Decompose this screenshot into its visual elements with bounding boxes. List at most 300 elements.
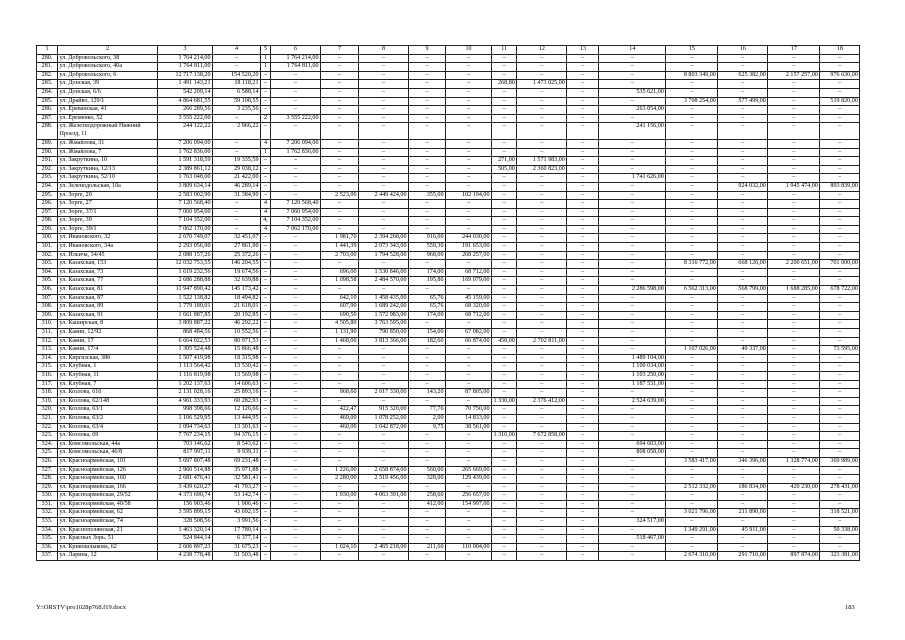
table-cell: 321.	[37, 414, 58, 423]
table-cell: –	[492, 54, 517, 63]
table-cell: –	[359, 225, 409, 234]
table-cell: –	[718, 268, 768, 277]
table-cell: –	[517, 346, 567, 355]
table-cell: –	[768, 174, 820, 183]
table-cell: 195,80	[409, 277, 446, 286]
table-cell: –	[567, 492, 599, 501]
table-cell: –	[446, 200, 492, 209]
table-cell: 286.	[37, 106, 58, 115]
table-cell: –	[666, 277, 718, 286]
table-cell: ул. Добровольского, 6	[58, 71, 158, 80]
table-cell: 1 764 214,00	[271, 54, 321, 63]
table-cell: ул. Донская, 39	[58, 80, 158, 89]
table-cell: 110 004,00	[446, 543, 492, 552]
table-cell: –	[567, 148, 599, 157]
table-cell: –	[517, 243, 567, 252]
table-cell: 1 794 528,00	[359, 251, 409, 260]
table-cell: 297.	[37, 208, 58, 217]
table-row	[37, 492, 860, 501]
table-cell: –	[820, 217, 860, 226]
table-cell: –	[718, 449, 768, 458]
table-cell: –	[261, 509, 271, 518]
table-cell: ул. Закруткина, 12/13	[58, 165, 158, 174]
table-cell: –	[271, 311, 321, 320]
table-cell: –	[271, 277, 321, 286]
table-cell: –	[409, 165, 446, 174]
table-cell: –	[718, 440, 768, 449]
table-cell: –	[599, 225, 666, 234]
table-cell: 1 113 564,42	[158, 363, 213, 372]
table-cell: –	[567, 234, 599, 243]
table-cell: –	[768, 106, 820, 115]
table-row	[37, 243, 860, 252]
table-cell: 25 372,26	[213, 251, 261, 260]
table-cell: –	[567, 191, 599, 200]
table-cell: –	[768, 63, 820, 72]
table-cell: –	[261, 71, 271, 80]
table-cell: –	[409, 346, 446, 355]
table-cell: –	[599, 260, 666, 269]
table-cell: –	[321, 552, 359, 561]
table-cell: –	[213, 225, 261, 234]
table-cell: 4 864 681,55	[158, 97, 213, 106]
table-row	[37, 303, 860, 312]
table-cell: –	[666, 303, 718, 312]
table-cell: –	[599, 97, 666, 106]
table-row	[37, 182, 860, 191]
table-cell: 146 204,55	[213, 260, 261, 269]
table-cell: –	[492, 492, 517, 501]
table-cell: –	[768, 303, 820, 312]
table-cell: –	[271, 371, 321, 380]
table-cell: –	[820, 234, 860, 243]
table-cell: ул. Красноармейская, 101	[58, 457, 158, 466]
table-cell: –	[492, 200, 517, 209]
table-cell: –	[492, 217, 517, 226]
table-cell: 1	[261, 148, 271, 157]
table-cell: –	[599, 483, 666, 492]
table-cell: 335.	[37, 535, 58, 544]
table-row	[37, 200, 860, 209]
table-cell: –	[213, 200, 261, 209]
table-cell: –	[446, 432, 492, 441]
table-cell: 2,00	[409, 414, 446, 423]
column-header: 6	[271, 46, 321, 55]
table-cell: –	[666, 225, 718, 234]
table-cell: –	[768, 380, 820, 389]
table-cell: 17 780,14	[213, 526, 261, 535]
table-cell: 2 073 343,00	[359, 243, 409, 252]
table-cell: 19 335,59	[213, 157, 261, 166]
table-cell: 868 484,56	[158, 329, 213, 338]
table-header-row	[37, 46, 860, 55]
table-cell: –	[359, 200, 409, 209]
table-cell: 211,60	[409, 543, 446, 552]
table-cell: ул. Жмайлова, 7	[58, 148, 158, 157]
table-cell: –	[666, 423, 718, 432]
table-cell: –	[492, 243, 517, 252]
table-cell: –	[271, 535, 321, 544]
table-cell: –	[261, 251, 271, 260]
table-cell: –	[768, 440, 820, 449]
table-cell: 12 126,66	[213, 406, 261, 415]
table-cell: –	[271, 483, 321, 492]
table-cell: 968,00	[409, 251, 446, 260]
table-cell: –	[666, 80, 718, 89]
table-cell: –	[768, 389, 820, 398]
table-cell: 69 231,48	[213, 457, 261, 466]
table-cell: –	[492, 346, 517, 355]
table-cell: –	[599, 509, 666, 518]
table-cell: 355,00	[409, 191, 446, 200]
table-cell: –	[517, 106, 567, 115]
table-cell: 319.	[37, 397, 58, 406]
table-cell: –	[271, 294, 321, 303]
table-cell: –	[718, 380, 768, 389]
table-cell: 1 572 983,00	[359, 311, 409, 320]
table-cell: –	[718, 466, 768, 475]
table-cell: –	[820, 380, 860, 389]
table-cell: –	[718, 389, 768, 398]
table-cell: –	[517, 303, 567, 312]
table-cell: 46 292,22	[213, 320, 261, 329]
table-cell: –	[359, 518, 409, 527]
table-cell: –	[567, 518, 599, 527]
table-cell: –	[446, 174, 492, 183]
table-cell: –	[321, 217, 359, 226]
table-cell: –	[599, 182, 666, 191]
table-cell: –	[567, 423, 599, 432]
table-cell: –	[517, 71, 567, 80]
table-cell: ул. Красных Зорь, 51	[58, 535, 158, 544]
table-cell: –	[666, 251, 718, 260]
table-cell: 2 484 570,00	[359, 277, 409, 286]
table-cell: 70 750,00	[446, 406, 492, 415]
table-cell: –	[517, 148, 567, 157]
table-cell: ул. Ильича, 34/45	[58, 251, 158, 260]
table-cell: 1 689 242,00	[359, 303, 409, 312]
table-cell: –	[517, 483, 567, 492]
column-header: 13	[567, 46, 599, 55]
table-cell: 211 890,00	[718, 509, 768, 518]
table-cell: –	[492, 123, 517, 140]
table-cell: –	[321, 483, 359, 492]
table-cell: 20 192,85	[213, 311, 261, 320]
table-cell: –	[599, 294, 666, 303]
table-cell: 331.	[37, 500, 58, 509]
table-cell: –	[271, 88, 321, 97]
table-cell: 7 062 170,00	[158, 225, 213, 234]
table-cell: 2 280,00	[321, 475, 359, 484]
table-cell: 701 000,00	[820, 260, 860, 269]
table-cell: –	[599, 457, 666, 466]
table-cell: 1 571 983,00	[517, 157, 567, 166]
table-cell: –	[820, 148, 860, 157]
table-row	[37, 423, 860, 432]
table-cell: –	[599, 466, 666, 475]
table-cell: 2	[261, 114, 271, 123]
table-cell: –	[567, 114, 599, 123]
table-cell: –	[261, 268, 271, 277]
table-cell: ул. Ивановского, 32	[58, 234, 158, 243]
table-cell: –	[271, 440, 321, 449]
table-cell: ул. Закруткина, 52/10	[58, 174, 158, 183]
table-cell: –	[768, 535, 820, 544]
table-cell: 1 764 214,00	[158, 54, 213, 63]
table-cell: 703 146,62	[158, 440, 213, 449]
table-cell: –	[271, 397, 321, 406]
table-cell: –	[321, 123, 359, 140]
table-cell: 291.	[37, 157, 58, 166]
table-cell: –	[271, 123, 321, 140]
table-cell: –	[359, 380, 409, 389]
table-cell: 2 376 412,00	[517, 397, 567, 406]
table-row	[37, 543, 860, 552]
table-cell: 1 024,10	[321, 543, 359, 552]
table-cell: –	[517, 414, 567, 423]
table-body	[37, 54, 860, 560]
table-row	[37, 440, 860, 449]
table-cell: –	[261, 157, 271, 166]
table-cell: –	[261, 123, 271, 140]
table-cell: 7 060 954,00	[158, 208, 213, 217]
table-cell: –	[820, 191, 860, 200]
table-cell: –	[359, 449, 409, 458]
table-cell: –	[492, 251, 517, 260]
table-cell: –	[492, 354, 517, 363]
table-cell: 68 320,00	[446, 303, 492, 312]
table-cell: 265 669,00	[446, 466, 492, 475]
table-cell: 294.	[37, 182, 58, 191]
table-cell: –	[768, 123, 820, 140]
table-row	[37, 217, 860, 226]
table-cell: 311.	[37, 329, 58, 338]
table-cell: –	[666, 320, 718, 329]
table-cell: –	[768, 397, 820, 406]
table-cell: –	[820, 200, 860, 209]
table-cell: –	[321, 286, 359, 295]
table-row	[37, 457, 860, 466]
table-cell: 3 583 417,00	[666, 457, 718, 466]
table-cell: –	[261, 483, 271, 492]
table-cell: –	[567, 208, 599, 217]
table-cell: –	[666, 294, 718, 303]
table-cell: –	[517, 406, 567, 415]
table-cell: –	[517, 260, 567, 269]
table-cell: –	[271, 303, 321, 312]
table-cell: –	[271, 475, 321, 484]
table-cell: 80 971,53	[213, 337, 261, 346]
table-cell: –	[446, 526, 492, 535]
table-row	[37, 414, 860, 423]
table-cell: –	[271, 500, 321, 509]
table-cell: 1 945 474,00	[768, 182, 820, 191]
table-cell: –	[271, 423, 321, 432]
table-cell: 1 507 419,98	[158, 354, 213, 363]
table-cell: 915 320,00	[359, 406, 409, 415]
table-cell: –	[321, 157, 359, 166]
table-cell: –	[820, 174, 860, 183]
table-cell: –	[321, 225, 359, 234]
table-cell: –	[261, 414, 271, 423]
table-cell: –	[321, 449, 359, 458]
table-cell: 258,60	[409, 492, 446, 501]
table-cell: –	[271, 363, 321, 372]
table-cell: 2 960 514,88	[158, 466, 213, 475]
table-cell: –	[446, 225, 492, 234]
table-cell: –	[517, 277, 567, 286]
table-cell: –	[409, 509, 446, 518]
table-cell: –	[359, 552, 409, 561]
table-cell: –	[567, 337, 599, 346]
table-cell: –	[261, 371, 271, 380]
table-cell: –	[666, 148, 718, 157]
table-cell: 7 206 094,00	[158, 139, 213, 148]
table-cell: 1 328 774,00	[768, 457, 820, 466]
table-cell: 625 382,00	[718, 71, 768, 80]
table-cell: –	[599, 80, 666, 89]
table-cell: –	[768, 500, 820, 509]
table-cell: –	[492, 518, 517, 527]
table-cell: ул. Красноармейская, 166	[58, 483, 158, 492]
table-cell: –	[599, 63, 666, 72]
table-cell: –	[271, 337, 321, 346]
table-cell: –	[409, 54, 446, 63]
table-cell: –	[492, 449, 517, 458]
table-cell: ул. Каяни, 12/92	[58, 329, 158, 338]
table-cell: –	[820, 518, 860, 527]
table-cell: 2 519 456,00	[359, 475, 409, 484]
table-cell: –	[409, 380, 446, 389]
table-cell: –	[321, 63, 359, 72]
table-cell: –	[261, 397, 271, 406]
table-cell: 182,60	[409, 337, 446, 346]
table-cell: –	[321, 182, 359, 191]
table-cell: –	[517, 329, 567, 338]
table-cell: –	[718, 363, 768, 372]
table-cell: 1 100 034,00	[599, 363, 666, 372]
table-cell: –	[359, 106, 409, 115]
table-cell: –	[517, 389, 567, 398]
table-cell: 7 062 170,00	[271, 225, 321, 234]
table-cell: –	[567, 363, 599, 372]
table-cell: 296.	[37, 200, 58, 209]
table-cell: –	[446, 80, 492, 89]
table-cell: 3 809 634,14	[158, 182, 213, 191]
table-cell: –	[271, 552, 321, 561]
table-cell: –	[567, 466, 599, 475]
table-cell: –	[820, 88, 860, 97]
table-cell: –	[409, 63, 446, 72]
table-cell: –	[517, 208, 567, 217]
table-cell: –	[409, 363, 446, 372]
table-cell: –	[321, 80, 359, 89]
table-cell: –	[261, 363, 271, 372]
table-cell: 1 489 104,00	[599, 354, 666, 363]
table-cell: –	[271, 492, 321, 501]
table-cell: –	[517, 380, 567, 389]
table-row	[37, 88, 860, 97]
table-cell: 21 422,00	[213, 174, 261, 183]
table-cell: 77,76	[409, 406, 446, 415]
table-cell: 66 874,00	[446, 337, 492, 346]
table-cell: –	[666, 329, 718, 338]
table-cell: 1 441,39	[321, 243, 359, 252]
table-cell: –	[820, 63, 860, 72]
table-cell: –	[820, 165, 860, 174]
table-cell: 916,00	[409, 234, 446, 243]
table-cell: –	[599, 526, 666, 535]
table-cell: –	[492, 225, 517, 234]
table-cell: –	[271, 346, 321, 355]
table-row	[37, 71, 860, 80]
table-cell: –	[261, 535, 271, 544]
column-header: 14	[599, 46, 666, 55]
table-cell: –	[517, 457, 567, 466]
table-cell: 282.	[37, 71, 58, 80]
table-cell: –	[492, 303, 517, 312]
table-cell: –	[446, 286, 492, 295]
table-cell: –	[261, 311, 271, 320]
table-cell: –	[599, 157, 666, 166]
table-row	[37, 157, 860, 166]
table-cell: 32 451,07	[213, 234, 261, 243]
table-cell: –	[599, 552, 666, 561]
table-cell: –	[359, 483, 409, 492]
table-cell: –	[567, 106, 599, 115]
table-row	[37, 294, 860, 303]
table-cell: –	[446, 208, 492, 217]
table-cell: –	[768, 88, 820, 97]
table-cell: –	[517, 475, 567, 484]
table-cell: 3 708 254,00	[666, 97, 718, 106]
table-cell: –	[517, 552, 567, 561]
table-row	[37, 114, 860, 123]
table-cell: –	[492, 329, 517, 338]
table-row	[37, 320, 860, 329]
table-cell: –	[409, 260, 446, 269]
column-header: 1	[37, 46, 58, 55]
table-cell: –	[820, 389, 860, 398]
table-cell: 298.	[37, 217, 58, 226]
table-cell: –	[567, 389, 599, 398]
table-cell: –	[517, 114, 567, 123]
table-cell: –	[599, 114, 666, 123]
table-cell: –	[718, 354, 768, 363]
table-cell: –	[492, 389, 517, 398]
table-cell: –	[492, 191, 517, 200]
table-row	[37, 509, 860, 518]
table-cell: –	[359, 500, 409, 509]
table-cell: 1 906,46	[213, 500, 261, 509]
table-cell: 1 981,70	[321, 234, 359, 243]
table-cell: 1 661 887,85	[158, 311, 213, 320]
table-cell: –	[409, 518, 446, 527]
table-row	[37, 106, 860, 115]
table-cell: –	[567, 329, 599, 338]
table-cell: –	[409, 71, 446, 80]
column-header: 17	[768, 46, 820, 55]
table-cell: –	[599, 500, 666, 509]
table-cell: –	[261, 337, 271, 346]
table-cell: –	[446, 371, 492, 380]
table-cell: –	[321, 174, 359, 183]
table-cell: –	[492, 543, 517, 552]
table-cell: 60 282,93	[213, 397, 261, 406]
table-cell: –	[261, 466, 271, 475]
table-cell: –	[517, 535, 567, 544]
table-cell: ул. Козлова, 63/4	[58, 423, 158, 432]
